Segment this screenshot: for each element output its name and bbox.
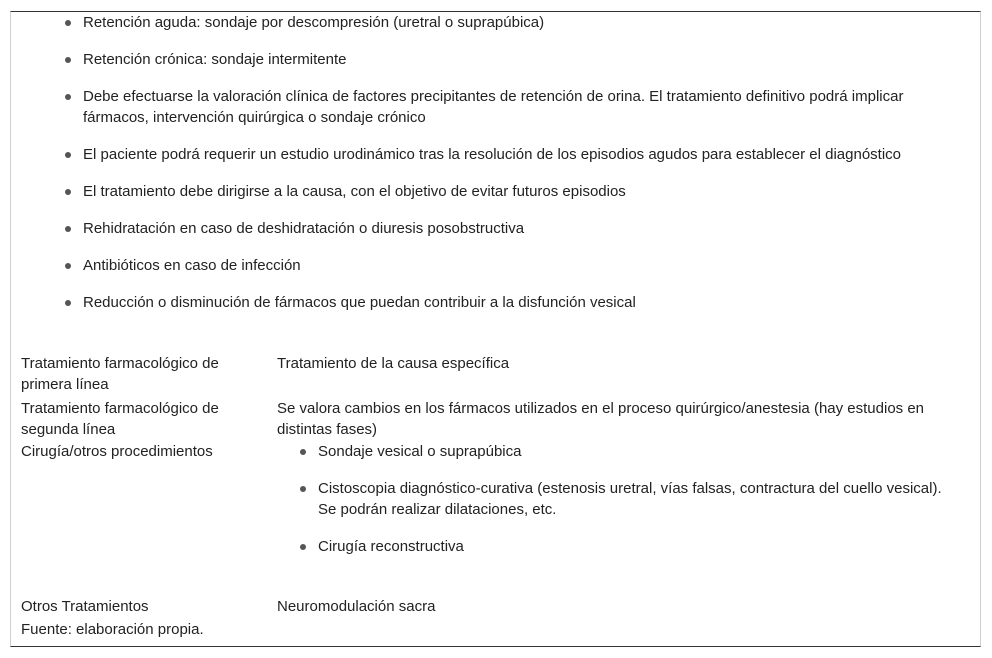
list-item: Sondaje vesical o suprapúbica (318, 441, 948, 462)
bullet-icon (65, 300, 71, 306)
row-label: Tratamiento farmacológico de segunda línea (21, 400, 219, 438)
bullet-icon (65, 263, 71, 269)
list-item: Retención crónica: sondaje intermitente (83, 49, 963, 70)
table-source-note: Fuente: elaboración propia. (21, 621, 204, 638)
list-item: Retención aguda: sondaje por descompresión (uretral o suprapúbica) (83, 12, 963, 33)
row-value: Se valora cambios en los fármacos utilizados en el proceso quirúrgico/anestesia (hay estudios en distintas fases) (277, 400, 925, 438)
row-value: Neuromodulación sacra (277, 598, 436, 615)
list-item: Reducción o disminución de fármacos que puedan contribuir a la disfunción vesical (83, 292, 963, 313)
list-item: Rehidratación en caso de deshidratación o diuresis posobstructiva (83, 218, 963, 239)
bullet-icon (65, 152, 71, 158)
procedures-bullet-list (318, 441, 948, 573)
bullet-icon (300, 486, 306, 492)
row-label: Tratamiento farmacológico de primera línea (21, 355, 219, 393)
row-label: Cirugía/otros procedimientos (21, 443, 213, 460)
list-item: El tratamiento debe dirigirse a la causa, con el objetivo de evitar futuros episodios (83, 181, 963, 202)
row-value: Tratamiento de la causa específica (277, 355, 510, 372)
management-bullet-list (83, 12, 963, 329)
bullet-icon (65, 94, 71, 100)
bullet-icon (65, 20, 71, 26)
bullet-icon (65, 189, 71, 195)
list-item: Antibióticos en caso de infección (83, 255, 963, 276)
bullet-icon (300, 544, 306, 550)
bullet-icon (300, 449, 306, 455)
list-item: Cistoscopia diagnóstico-curativa (estenosis uretral, vías falsas, contractura del cuello vesical). Se podrán realizar dilataciones, etc. (318, 478, 948, 520)
list-item: Debe efectuarse la valoración clínica de factores precipitantes de retención de orina. El tratamiento definitivo podrá implicar fármacos, intervención quirúrgica o sondaje crónico (83, 86, 963, 128)
list-item: El paciente podrá requerir un estudio urodinámico tras la resolución de los episodios agudos para establecer el diagnóstico (83, 144, 963, 165)
bullet-icon (65, 57, 71, 63)
row-label: Otros Tratamientos (21, 598, 149, 615)
bullet-icon (65, 226, 71, 232)
list-item: Cirugía reconstructiva (318, 536, 948, 557)
